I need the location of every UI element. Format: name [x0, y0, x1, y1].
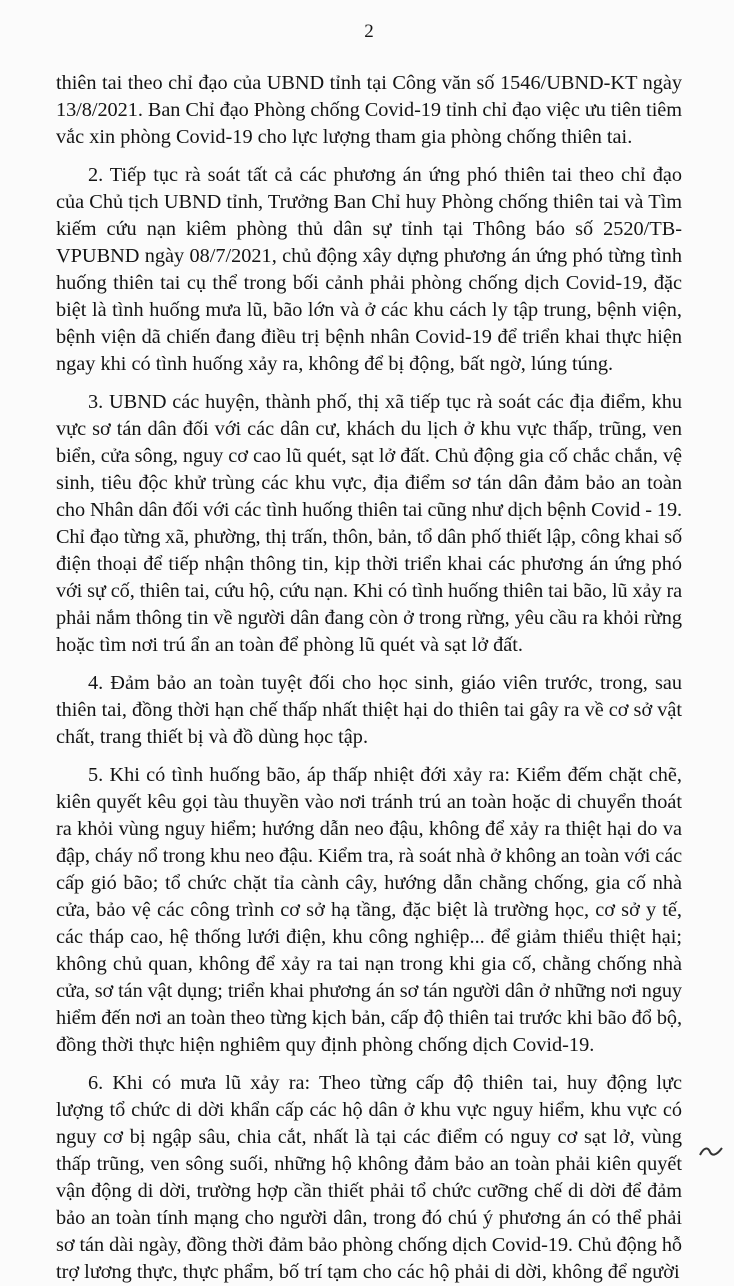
text-line: biệt là tình huống mưa lũ, bão lớn và ở các khu cách ly tập trung, bệnh viện, [56, 299, 682, 321]
text-line: cửa, sơ tán vật dụng; triển khai phương án sơ tán người dân ở những nơi nguy [56, 980, 682, 1002]
text-line: sinh, tiêu độc khử trùng các khu vực, địa điểm sơ tán dân đảm bảo an toàn [56, 472, 682, 494]
text-line: cửa, bảo vệ các công trình cơ sở hạ tầng, đặc biệt là trường học, cơ sở y tế, [56, 899, 682, 921]
paragraph-continuation [56, 70, 682, 151]
text-line: hoặc tìm nơi trú ẩn an toàn để phòng lũ quét và sạt lở đất. [56, 634, 523, 656]
text-line: hiểm đến nơi an toàn theo từng kịch bản, cấp độ thiên tai trước khi bão đổ bộ, [56, 1007, 682, 1029]
text-line: biển, cửa sông, nguy cơ cao lũ quét, sạt lở đất. Chủ động gia cố chắc chắn, vệ [56, 445, 682, 467]
paragraph-item-4 [56, 670, 682, 751]
initial-mark-icon [698, 1143, 724, 1159]
document-body [56, 70, 682, 1286]
text-line: bệnh viện dã chiến đang điều trị bệnh nhân Covid-19 để triển khai thực hiện [56, 326, 682, 348]
text-line: 13/8/2021. Ban Chỉ đạo Phòng chống Covid-19 tỉnh chỉ đạo việc ưu tiên tiêm [56, 99, 682, 121]
text-line: 4. Đảm bảo an toàn tuyệt đối cho học sinh, giáo viên trước, trong, sau [88, 672, 682, 694]
text-line: điện thoại để tiếp nhận thông tin, kịp thời triển khai các phương án ứng phó [56, 553, 682, 575]
text-line: cho Nhân dân đối với các tình huống thiên tai cũng như dịch bệnh Covid - 19. [56, 499, 682, 521]
text-line: với sự cố, thiên tai, cứu hộ, cứu nạn. Khi có tình huống thiên tai bão, lũ xảy ra [56, 580, 682, 602]
text-line: sơ tán dài ngày, đồng thời đảm bảo phòng chống dịch Covid-19. Chủ động hỗ [56, 1234, 682, 1256]
text-line: nguy cơ bị ngập sâu, chia cắt, nhất là tại các điểm có nguy cơ sạt lở, vùng [56, 1126, 682, 1148]
text-line: vận động di dời, trường hợp cần thiết phải tổ chức cưỡng chế di dời để đảm [56, 1180, 682, 1202]
text-line: thấp trũng, ven sông suối, những hộ không đảm bảo an toàn phải kiên quyết [56, 1153, 682, 1175]
text-line: của Chủ tịch UBND tỉnh, Trưởng Ban Chỉ huy Phòng chống thiên tai và Tìm [56, 191, 682, 213]
paragraph-item-3 [56, 389, 682, 659]
text-line: 5. Khi có tình huống bão, áp thấp nhiệt đới xảy ra: Kiểm đếm chặt chẽ, [88, 764, 682, 786]
text-line: thiên tai theo chỉ đạo của UBND tỉnh tại Công văn số 1546/UBND-KT ngày [56, 72, 682, 94]
text-line: chất, trang thiết bị và đồ dùng học tập. [56, 726, 369, 748]
text-line: đập, cháy nổ trong khu neo đậu. Kiểm tra, rà soát nhà ở không an toàn với các [56, 845, 682, 867]
text-line: VPUBND ngày 08/7/2021, chủ động xây dựng phương án ứng phó từng tình [56, 245, 682, 267]
text-line: đồng thời thực hiện nghiêm quy định phòng chống dịch Covid-19. [56, 1034, 595, 1056]
text-line: không chủ quan, không để xảy ra tai nạn trong khi gia cố, chằng chống nhà [56, 953, 682, 975]
text-line: các tháp cao, hệ thống lưới điện, khu công nghiệp... để giảm thiểu thiệt hại; [56, 926, 682, 948]
text-line: kiên quyết kêu gọi tàu thuyền vào nơi tránh trú an toàn hoặc di chuyển thoát [56, 791, 682, 813]
text-line: phải nắm thông tin về người dân đang còn ở trong rừng, yêu cầu ra khỏi rừng [56, 607, 682, 629]
text-line: Chỉ đạo từng xã, phường, thị trấn, thôn, bản, tổ dân phố thiết lập, công khai số [56, 526, 682, 548]
text-line: thiên tai, đồng thời hạn chế thấp nhất thiệt hại do thiên tai gây ra về cơ sở vật [56, 699, 682, 721]
text-line: vắc xin phòng Covid-19 cho lực lượng tham gia phòng chống thiên tai. [56, 126, 633, 148]
handwritten-initial-mark [698, 1139, 724, 1166]
text-line: ra khỏi vùng nguy hiểm; hướng dẫn neo đậu, không để xảy ra thiệt hại do va [56, 818, 682, 840]
paragraph-item-5 [56, 762, 682, 1059]
text-line: trợ lương thực, thực phẩm, bố trí tạm cho các hộ phải di dời, không để người [56, 1261, 680, 1283]
paragraph-item-2 [56, 162, 682, 378]
text-line: 6. Khi có mưa lũ xảy ra: Theo từng cấp độ thiên tai, huy động lực [88, 1072, 682, 1094]
text-line: cấp gió bão; tổ chức chặt tỉa cành cây, hướng dẫn chằng chống, gia cố nhà [56, 872, 682, 894]
text-line: bảo an toàn tính mạng cho người dân, trong đó chú ý phương án có thể phải [56, 1207, 682, 1229]
text-line: 2. Tiếp tục rà soát tất cả các phương án ứng phó thiên tai theo chỉ đạo [88, 164, 682, 186]
text-line: vực sơ tán dân đối với các dân cư, khách du lịch ở khu vực thấp, trũng, ven [56, 418, 682, 440]
page-number: 2 [364, 21, 374, 42]
text-line: huống thiên tai cụ thể trong bối cảnh phải phòng chống dịch Covid-19, đặc [56, 272, 682, 294]
text-line: ngay khi có tình huống xảy ra, không để bị động, bất ngờ, lúng túng. [56, 353, 614, 375]
text-line: kiếm cứu nạn kiêm phòng thủ dân sự tỉnh tại Thông báo số 2520/TB- [56, 218, 682, 240]
paragraph-item-6 [56, 1070, 682, 1286]
text-line: lượng tổ chức di dời khẩn cấp các hộ dân ở khu vực nguy hiểm, khu vực có [56, 1099, 682, 1121]
text-line: 3. UBND các huyện, thành phố, thị xã tiếp tục rà soát các địa điểm, khu [88, 391, 682, 413]
